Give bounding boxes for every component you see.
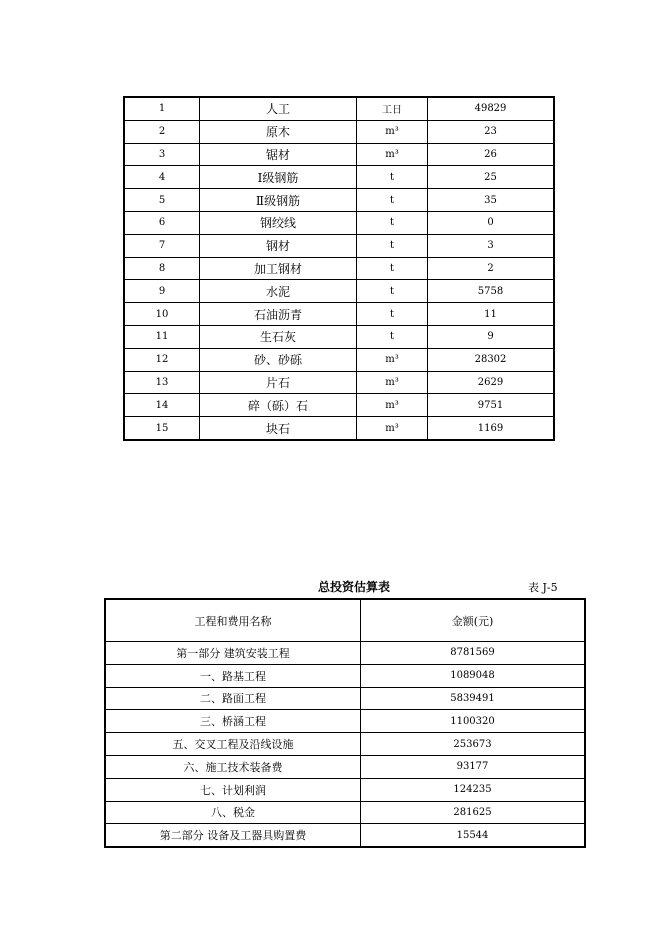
table-row	[124, 371, 554, 394]
row-number: 11	[124, 325, 200, 348]
row-number: 14	[124, 394, 200, 417]
table-row	[124, 211, 554, 234]
cost-item-name: 五、交叉工程及沿线设施	[105, 733, 361, 756]
table-row	[124, 120, 554, 143]
cost-item-name: 第一部分 建筑安装工程	[105, 642, 361, 665]
unit: m³	[357, 371, 428, 394]
quantity: 49829	[428, 97, 555, 120]
quantity: 23	[428, 120, 555, 143]
unit: m³	[357, 348, 428, 371]
cost-item-name: 六、施工技术装备费	[105, 755, 361, 778]
material-name: 石油沥青	[200, 303, 357, 326]
table-row	[124, 303, 554, 326]
row-number: 4	[124, 166, 200, 189]
cost-amount: 124235	[361, 778, 586, 801]
table-row	[124, 280, 554, 303]
investment-table-code: 表 J-5	[528, 581, 558, 594]
cost-amount: 281625	[361, 801, 586, 824]
unit: m³	[357, 394, 428, 417]
material-name: 锯材	[200, 143, 357, 166]
material-name: 钢绞线	[200, 211, 357, 234]
quantity: 9751	[428, 394, 555, 417]
row-number: 1	[124, 97, 200, 120]
materials-table	[123, 96, 555, 441]
quantity: 9	[428, 325, 555, 348]
table-row	[105, 778, 585, 801]
material-name: 片石	[200, 371, 357, 394]
row-number: 10	[124, 303, 200, 326]
table-row	[105, 755, 585, 778]
material-name: 人工	[200, 97, 357, 120]
row-number: 6	[124, 211, 200, 234]
unit: m³	[357, 143, 428, 166]
row-number: 5	[124, 189, 200, 212]
table-row	[105, 824, 585, 847]
table-row	[124, 325, 554, 348]
cost-item-name: 一、路基工程	[105, 664, 361, 687]
material-name: 水泥	[200, 280, 357, 303]
quantity: 5758	[428, 280, 555, 303]
table-row	[105, 642, 585, 665]
quantity: 28302	[428, 348, 555, 371]
table-row	[105, 687, 585, 710]
quantity: 25	[428, 166, 555, 189]
table-row	[105, 710, 585, 733]
material-name: 砂、砂砾	[200, 348, 357, 371]
cost-amount: 1089048	[361, 664, 586, 687]
row-number: 9	[124, 280, 200, 303]
cost-amount: 15544	[361, 824, 586, 847]
investment-table-title: 总投资估算表	[318, 580, 391, 594]
unit: t	[357, 189, 428, 212]
material-name: Ⅱ级钢筋	[200, 189, 357, 212]
unit: t	[357, 280, 428, 303]
table-row	[105, 733, 585, 756]
cost-item-name: 三、桥涵工程	[105, 710, 361, 733]
quantity: 1169	[428, 417, 555, 440]
row-number: 2	[124, 120, 200, 143]
material-name: 原木	[200, 120, 357, 143]
row-number: 12	[124, 348, 200, 371]
material-name: Ⅰ级钢筋	[200, 166, 357, 189]
table-row	[124, 257, 554, 280]
material-name: 加工钢材	[200, 257, 357, 280]
material-name: 生石灰	[200, 325, 357, 348]
table-row	[124, 143, 554, 166]
table-row	[124, 348, 554, 371]
cost-amount: 253673	[361, 733, 586, 756]
cost-amount: 1100320	[361, 710, 586, 733]
material-name: 块石	[200, 417, 357, 440]
quantity: 11	[428, 303, 555, 326]
row-number: 15	[124, 417, 200, 440]
table-row	[105, 664, 585, 687]
row-number: 7	[124, 234, 200, 257]
cost-item-name: 八、税金	[105, 801, 361, 824]
unit: t	[357, 234, 428, 257]
header-name: 工程和费用名称	[105, 599, 361, 642]
cost-amount: 5839491	[361, 687, 586, 710]
header-amount: 金额(元)	[361, 599, 586, 642]
unit: t	[357, 303, 428, 326]
table-row	[124, 166, 554, 189]
row-number: 13	[124, 371, 200, 394]
unit: t	[357, 325, 428, 348]
material-name: 钢材	[200, 234, 357, 257]
quantity: 35	[428, 189, 555, 212]
table-header-row	[105, 599, 585, 642]
table-row	[105, 801, 585, 824]
unit: t	[357, 257, 428, 280]
investment-table	[104, 598, 586, 848]
unit: m³	[357, 417, 428, 440]
table-row	[124, 417, 554, 440]
unit: t	[357, 211, 428, 234]
quantity: 3	[428, 234, 555, 257]
table-row	[124, 97, 554, 120]
cost-amount: 8781569	[361, 642, 586, 665]
table-row	[124, 189, 554, 212]
table-row	[124, 234, 554, 257]
quantity: 26	[428, 143, 555, 166]
cost-item-name: 二、路面工程	[105, 687, 361, 710]
unit: m³	[357, 120, 428, 143]
row-number: 8	[124, 257, 200, 280]
material-name: 碎（砾）石	[200, 394, 357, 417]
row-number: 3	[124, 143, 200, 166]
quantity: 0	[428, 211, 555, 234]
quantity: 2629	[428, 371, 555, 394]
table-row	[124, 394, 554, 417]
unit: t	[357, 166, 428, 189]
quantity: 2	[428, 257, 555, 280]
cost-item-name: 七、计划利润	[105, 778, 361, 801]
cost-item-name: 第二部分 设备及工器具购置费	[105, 824, 361, 847]
unit: 工日	[357, 97, 428, 120]
cost-amount: 93177	[361, 755, 586, 778]
